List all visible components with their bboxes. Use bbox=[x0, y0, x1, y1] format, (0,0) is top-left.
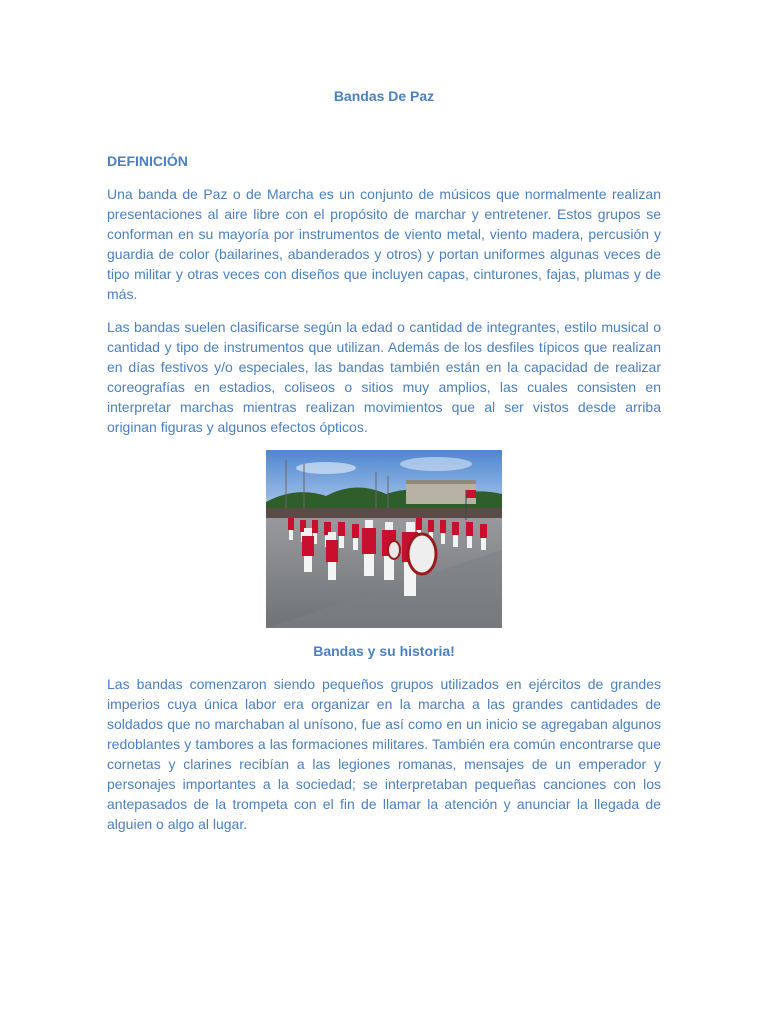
document-title: Bandas De Paz bbox=[333, 88, 435, 104]
paragraph-classification: Las bandas suelen clasificarse según la edad o cantidad de integrantes, estilo musical o cantidad y tipo de instrumentos que utilizan. Además de los desfiles típicos que realizan en días festivos y/o especiales, las bandas también están en la capacidad de realizar coreografías en estadios, coliseos o sitios muy amplios, las cuales consisten en interpretar marchas mientras realizan movimientos que al ser vistos desde arriba originan figuras y algunos efectos ópticos. bbox=[107, 319, 661, 435]
paragraph-definition: Una banda de Paz o de Marcha es un conjunto de músicos que normalmente realizan presentaciones al aire libre con el propósito de marchar y entretener. Estos grupos se conforman en su mayoría por instrumentos de viento metal, viento madera, percusión y guardia de color (bailarines, abanderados y otros) y portan uniformes algunas veces de tipo militar y otras veces con diseños que incluyen capas, cinturones, fajas, plumas y de más. bbox=[107, 186, 661, 302]
paragraph-history: Las bandas comenzaron siendo pequeños grupos utilizados en ejércitos de grandes imperios cuya única labor era organizar en la marcha a las grandes cantidades de soldados que no marchaban al unísono, fue así como en un inicio se agregaban algunos redoblantes y tambores a las formaciones militares. También era común encontrarse que cornetas y clarines recibían a las legiones romanas, mensajes de un emperador y personajes importantes a la sociedad; se interpretaban pequeñas canciones con los antepasados de la trompeta con el fin de llamar la atención y anunciar la llegada de alguien o algo al lugar. bbox=[107, 676, 661, 832]
section-subtitle: Bandas y su historia! bbox=[313, 643, 455, 659]
marching-band-photo bbox=[266, 450, 502, 628]
section-heading: DEFINICIÓN bbox=[107, 153, 188, 169]
